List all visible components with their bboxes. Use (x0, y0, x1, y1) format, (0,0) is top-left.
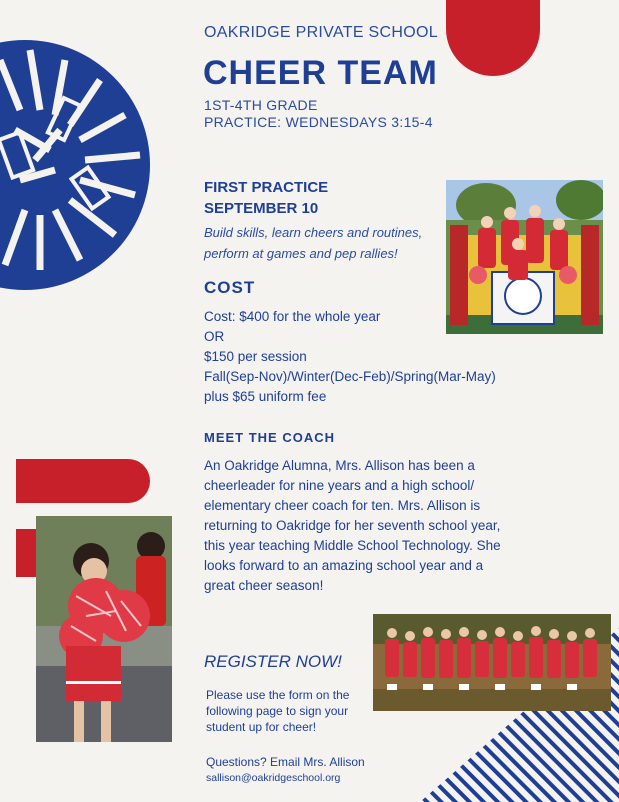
coach-line: this year teaching Middle School Technology. She (204, 538, 501, 553)
questions-text: Questions? Email Mrs. Allison (206, 755, 365, 769)
description-line: perform at games and pep rallies! (204, 246, 398, 261)
coach-line: looks forward to an amazing school year and a (204, 558, 484, 573)
register-heading: REGISTER NOW! (204, 652, 342, 671)
red-bar-left-1 (16, 459, 150, 503)
pompom-girls-photo (36, 516, 172, 742)
red-tab-top (446, 0, 540, 76)
page-title: CHEER TEAM (203, 54, 438, 92)
first-practice-heading (204, 177, 328, 219)
first-practice-date: SEPTEMBER 10 (204, 200, 319, 217)
coach-line: returning to Oakridge for her seventh school year, (204, 518, 501, 533)
grade-text: 1ST-4TH GRADE (204, 97, 318, 113)
coach-line: elementary cheer coach for ten. Mrs. Allison is (204, 498, 481, 513)
coach-line: An Oakridge Alumna, Mrs. Allison has been a (204, 458, 475, 473)
register-line: following page to sign your (206, 704, 349, 718)
cost-line: Fall(Sep-Nov)/Winter(Dec-Feb)/Spring(Mar-May) (204, 369, 496, 384)
description-line: Build skills, learn cheers and routines, (204, 225, 423, 240)
cost-details (204, 307, 496, 407)
cost-line: plus $65 uniform fee (204, 389, 327, 404)
practice-time-text: PRACTICE: WEDNESDAYS 3:15-4 (204, 114, 433, 130)
cost-line: Cost: $400 for the whole year (204, 309, 381, 324)
school-name: OAKRIDGE PRIVATE SCHOOL (204, 24, 438, 41)
coach-line: great cheer season! (204, 578, 324, 593)
pompom-graphic (0, 40, 160, 300)
coach-bio (204, 456, 501, 596)
coach-line: cheerleader for nine years and a high school/ (204, 478, 475, 493)
first-practice-description (204, 222, 422, 264)
contact-email-link[interactable]: sallison@oakridgeschool.org (206, 772, 341, 784)
first-practice-line: FIRST PRACTICE (204, 179, 329, 196)
header-subtitle (204, 97, 433, 131)
cost-heading: COST (204, 278, 256, 297)
cost-line: $150 per session (204, 349, 307, 364)
register-line: student up for cheer! (206, 720, 317, 734)
register-line: Please use the form on the (206, 688, 350, 702)
coach-heading: MEET THE COACH (204, 430, 335, 445)
team-group-photo (373, 614, 611, 711)
cost-line: OR (204, 329, 225, 344)
register-instructions (206, 687, 349, 735)
